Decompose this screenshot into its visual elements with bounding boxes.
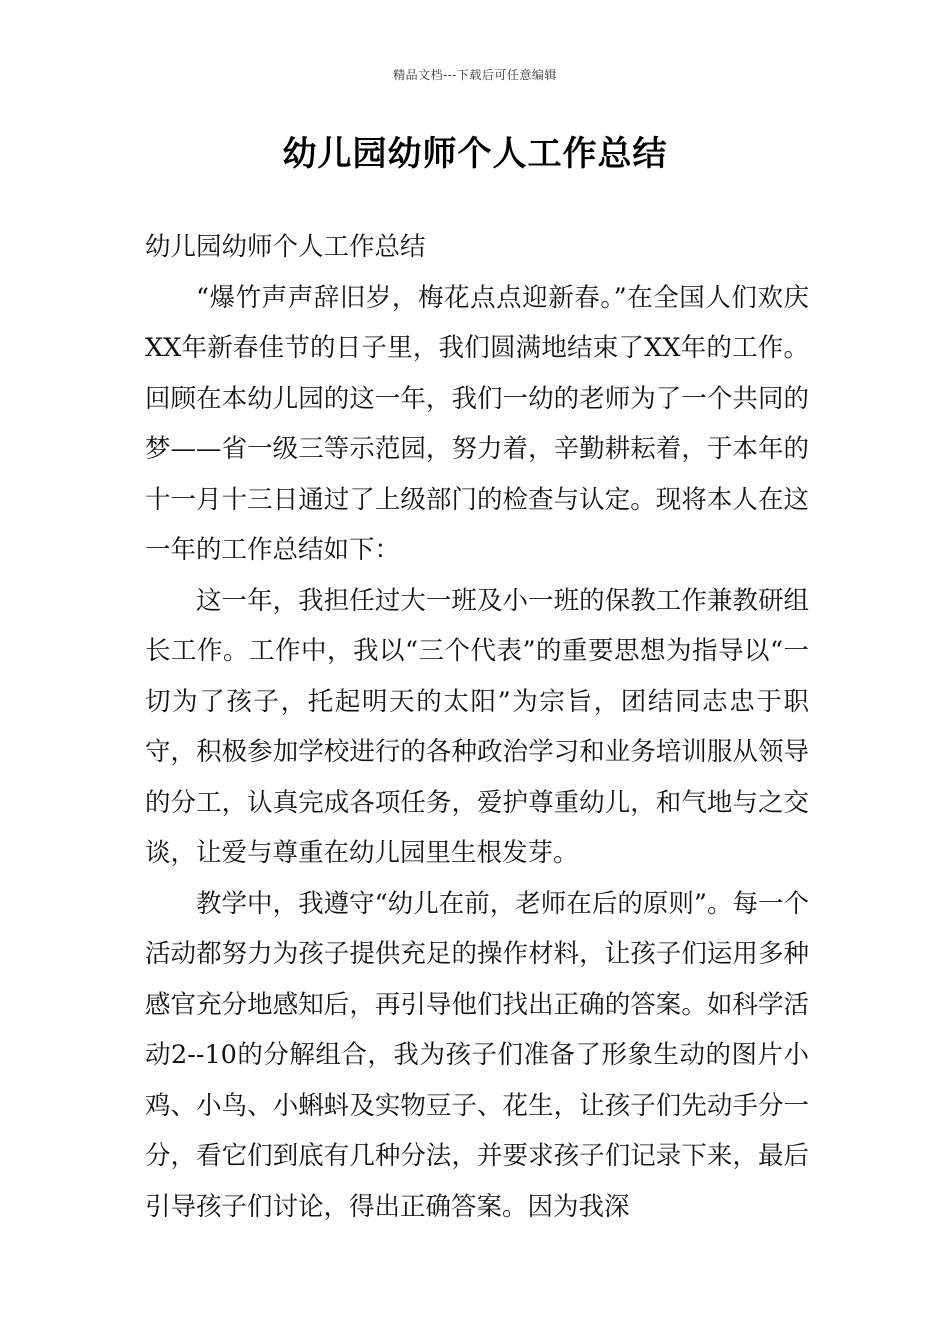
paragraph-3: 教学中，我遵守“幼儿在前，老师在后的原则”。每一个活动都努力为孩子提供充足的操作材料，让孩子们运用多种感官充分地感知后，再引导他们找出正确的答案。如科学活动2--10的分解组合，我为孩子们准备了形象生动的图片小鸡、小鸟、小蝌蚪及实物豆子、花生，让孩子们先动手分一分，看它们到底有几种分法，并要求孩子们记录下来，最后引导孩子们讨论，得出正确答案。因为我深 [145,888,809,1222]
document-body [145,222,809,1232]
header-note: 精品文档---下载后可任意编辑 [393,68,557,82]
document-title: 幼儿园幼师个人工作总结 [282,134,668,174]
paragraph-1: “爆竹声声辞旧岁，梅花点点迎新春。”在全国人们欢庆XX年新春佳节的日子里，我们圆满地结束了XX年的工作。回顾在本幼儿园的这一年，我们一幼的老师为了一个共同的梦——省一级三等示范园，努力着，辛勤耕耘着，于本年的十一月十三日通过了上级部门的检查与认定。现将本人在这一年的工作总结如下： [145,282,809,565]
paragraph-2: 这一年，我担任过大一班及小一班的保教工作兼教研组长工作。工作中，我以“三个代表”的重要思想为指导以“一切为了孩子，托起明天的太阳”为宗旨，团结同志忠于职守，积极参加学校进行的各种政治学习和业务培训服从领导的分工，认真完成各项任务，爱护尊重幼儿，和气地与之交谈，让爱与尊重在幼儿园里生根发芽。 [145,585,809,868]
body-subtitle: 幼儿园幼师个人工作总结 [145,232,426,262]
